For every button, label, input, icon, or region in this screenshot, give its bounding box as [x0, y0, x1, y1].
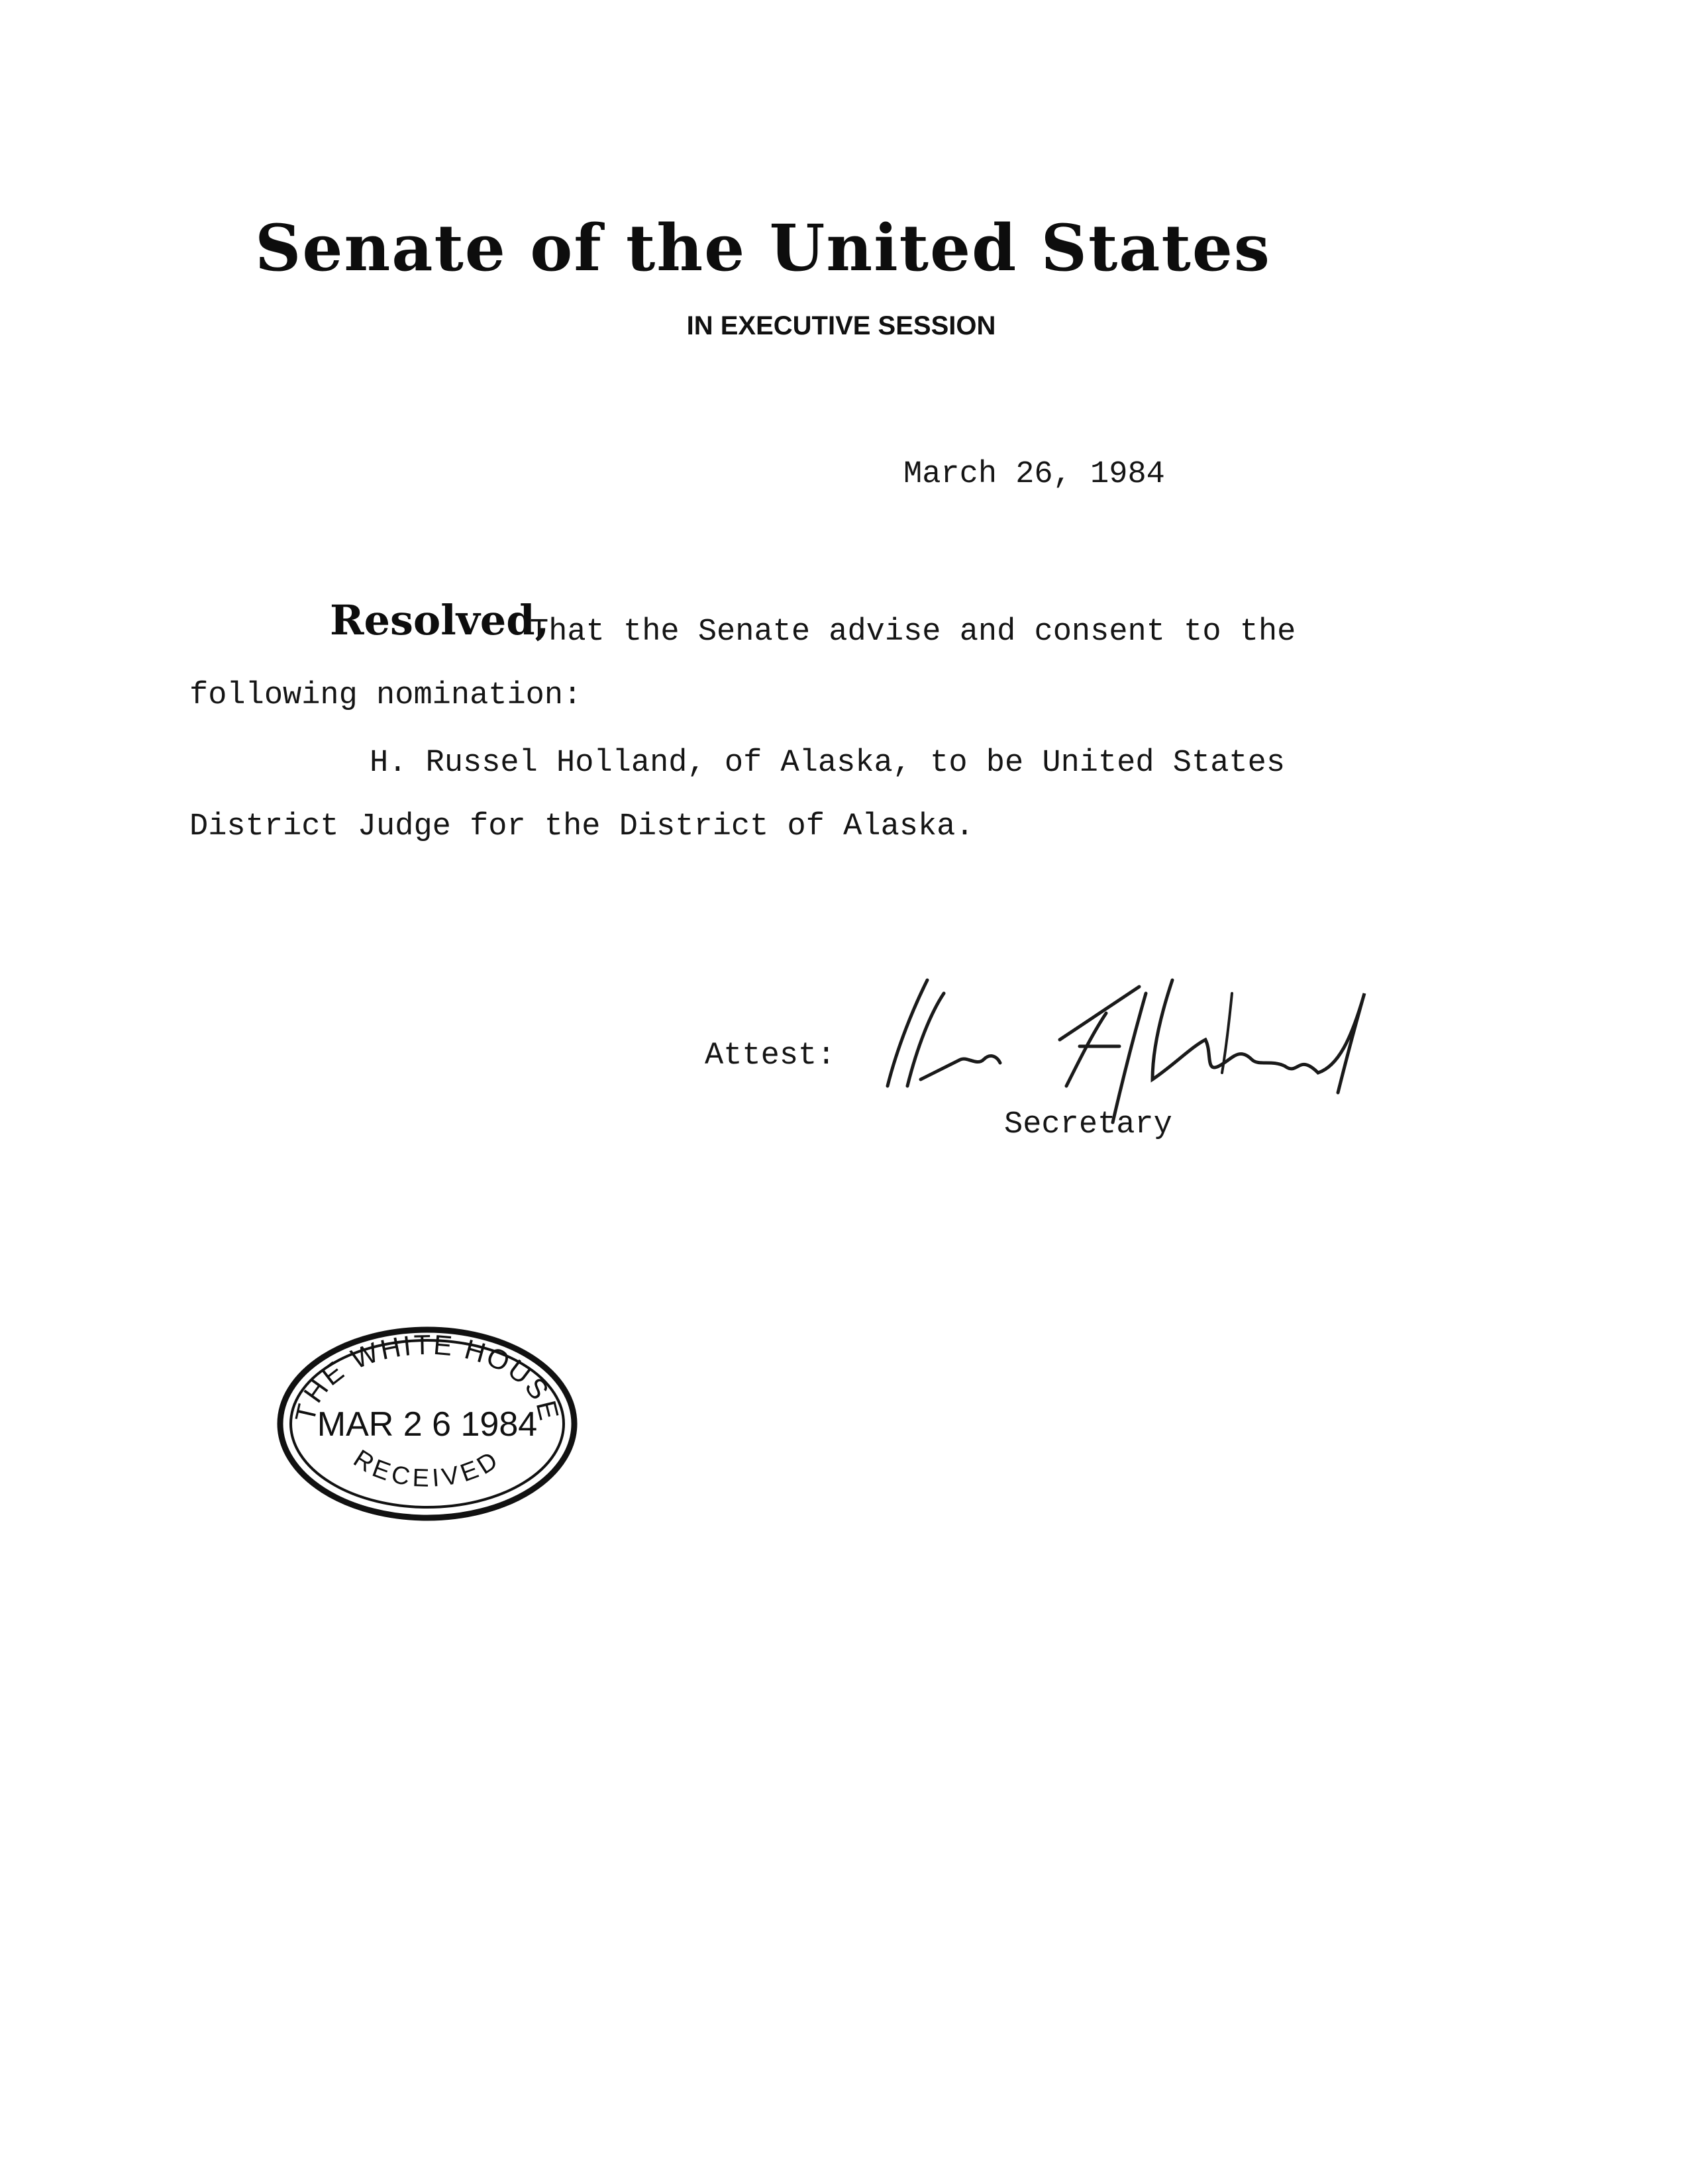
stamp-top-text: THE WHITE HOUSE	[289, 1328, 566, 1425]
body-line-2: following nomination:	[189, 678, 582, 713]
document-date: March 26, 1984	[903, 457, 1165, 492]
stamp-bottom-text: RECEIVED	[348, 1444, 506, 1493]
attest-label: Attest:	[705, 1038, 836, 1073]
body-line-1: That the Senate advise and consent to the	[530, 615, 1296, 650]
white-house-received-stamp	[275, 1324, 580, 1523]
letterhead-subtitle: IN EXECUTIVE SESSION	[686, 311, 996, 340]
resolved-word: Resolved,	[330, 596, 550, 644]
stamp-date-text: MAR 2 6 1984	[317, 1405, 538, 1444]
letterhead-title: Senate of the United States	[255, 211, 1271, 285]
svg-text:RECEIVED	[348, 1445, 506, 1493]
body-line-3: H. Russel Holland, of Alaska, to be United States	[370, 746, 1286, 781]
body-line-4: District Judge for the District of Alaska.	[189, 809, 974, 844]
secretary-title: Secretary	[1004, 1107, 1172, 1142]
